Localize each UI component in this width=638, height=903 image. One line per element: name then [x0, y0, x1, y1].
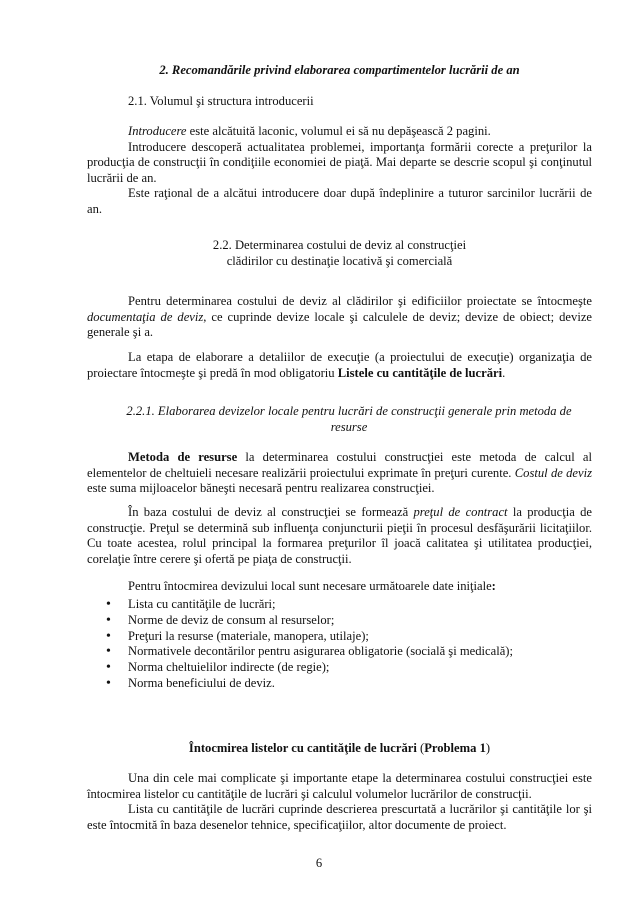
- liste-paragraph: Una din cele mai complicate şi importante etape la determinarea costului construcţiei este întocmirea listelor cu cantităţile de lucrări şi calculul volumelor lucrărilor de construcţii.: [87, 771, 592, 801]
- list-item: • Lista cu cantităţile de lucrări;: [104, 597, 584, 613]
- subsection-title-2-2-1: 2.2.1. Elaborarea devizelor locale pentru lucrări de construcţii generale prin metoda de resurse: [126, 404, 572, 434]
- initial-data-list: [104, 597, 584, 692]
- subsection-title-line: clădirilor cu destinaţie locativă şi comercială: [226, 253, 453, 268]
- subsection-title-2-2: [87, 238, 592, 269]
- list-item: • Preţuri la resurse (materiale, manopera, utilaje);: [104, 629, 584, 645]
- section-heading: 2. Recomandările privind elaborarea compartimentelor lucrării de an: [159, 63, 520, 77]
- subsection-title-line: 2.2. Determinarea costului de deviz al construcţiei: [212, 238, 467, 252]
- deviz-paragraph: La etapa de elaborare a detaliilor de execuţie (a proiectului de execuţie) organizaţia de proiectare întocmeşte şi predă în mod obligatoriu Listele cu cantităţile de lucrări.: [87, 350, 592, 380]
- intro-paragraph: Este raţional de a alcătui introducere doar după îndeplinire a tuturor sarcinilor lucrării de an.: [87, 186, 592, 216]
- deviz-paragraph: Pentru determinarea costului de deviz al clădirilor şi edificiilor proiectate se întocmeşte documentaţia de deviz, ce cuprinde devize locale şi calculele de deviz; devize de obiect; devize generale şi a.: [87, 294, 592, 340]
- list-item: • Norma beneficiului de deviz.: [104, 676, 584, 692]
- subsection-title-2-1: 2.1. Volumul şi structura introducerii: [128, 94, 314, 108]
- resurse-paragraph: În baza costului de deviz al construcţiei se formează preţul de contract la producţia de construcţie. Preţul se determină sub influenţa conjuncturii pieţii în procesul desfăşurării licitaţiilor. Cu toate acestea, rolul principal la formarea preţurilor îl joacă calitatea şi utilitatea producţiei, corelaţie între cerere şi ofertă pe piaţa de construcţii.: [87, 505, 592, 566]
- intro-paragraph: Introducere descoperă actualitatea problemei, importanţa formării corecte a preţurilor la producţia de construcţii în condiţiile economiei de piaţă. Mai departe se descrie scopul şi conţinutul lucrării de an.: [87, 139, 592, 185]
- page-number: 6: [315, 856, 323, 870]
- intro-paragraph: Introducere este alcătuită laconic, volumul ei să nu depăşească 2 pagini.: [128, 124, 491, 138]
- liste-text: [87, 771, 592, 833]
- list-item: • Norma cheltuielilor indirecte (de regie);: [104, 660, 584, 676]
- list-item: • Normativele decontărilor pentru asigurarea obligatorie (socială şi medicală);: [104, 644, 584, 660]
- resurse-paragraph: Metoda de resurse la determinarea costului construcţiei este metoda de calcul al elementelor de cheltuieli necesare realizării proiectului exprimate în preţuri curente. Costul de deviz este suma mijloacelor băneşti necesară pentru realizarea construcţiei.: [87, 450, 593, 496]
- intro-text: [87, 124, 592, 218]
- resurse-paragraph: Pentru întocmirea devizului local sunt necesare următoarele date iniţiale:: [128, 579, 496, 593]
- liste-heading: Întocmirea listelor cu cantităţile de lucrări (Problema 1): [188, 741, 491, 755]
- list-item: • Norme de deviz de consum al resurselor;: [104, 613, 584, 629]
- liste-paragraph: Lista cu cantităţile de lucrări cuprinde descrierea prescurtată a lucrărilor şi cantităţile lor şi este întocmită în baza desenelor tehnice, specificaţiilor, altor documente de proiect.: [87, 802, 592, 832]
